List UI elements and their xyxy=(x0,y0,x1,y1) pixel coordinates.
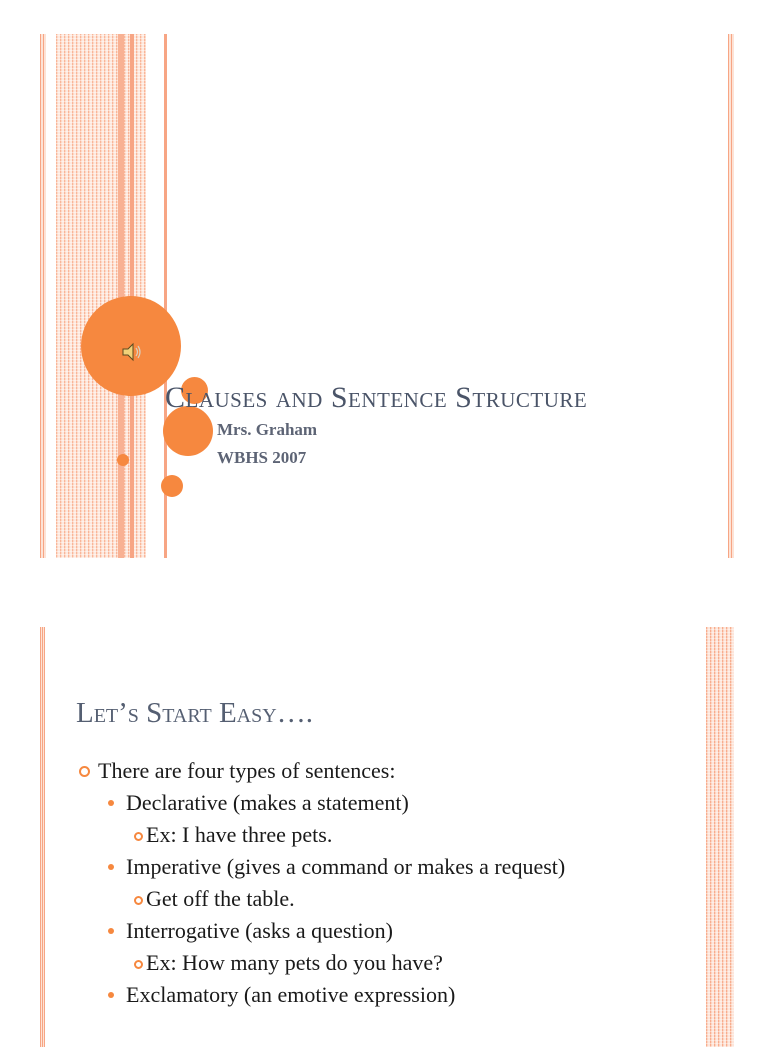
decorative-stripe xyxy=(40,34,46,558)
decorative-stripe xyxy=(728,34,734,558)
bullet-text: Imperative (gives a command or makes a request) xyxy=(126,854,566,879)
bullet-item xyxy=(76,819,636,851)
bullet-text: Exclamatory (an emotive expression) xyxy=(126,982,456,1007)
slide-title-text: Clauses and Sentence Structure xyxy=(165,381,588,414)
bullet-text: Ex: I have three pets. xyxy=(146,822,333,847)
bullet-item xyxy=(76,883,636,915)
slide-heading: Let’s Start Easy…. xyxy=(76,697,313,729)
decorative-circle xyxy=(161,475,183,497)
author-line: Mrs. Graham xyxy=(217,420,318,439)
decorative-stripe-band xyxy=(706,627,734,1047)
speaker-icon[interactable] xyxy=(122,342,144,362)
slide-content xyxy=(40,627,734,1047)
bullet-item xyxy=(76,787,636,819)
bullet-text: Interrogative (asks a question) xyxy=(126,918,393,943)
bullet-item xyxy=(76,947,636,979)
bullet-text: Ex: How many pets do you have? xyxy=(146,950,443,975)
decorative-stripe xyxy=(40,627,45,1047)
bullet-item xyxy=(76,851,636,883)
bullet-text: Declarative (makes a statement) xyxy=(126,790,409,815)
slide-title xyxy=(40,34,734,558)
bullet-item xyxy=(76,915,636,947)
bullet-item xyxy=(76,755,636,787)
decorative-circle xyxy=(117,454,129,466)
bullet-text: Get off the table. xyxy=(146,886,295,911)
bullet-item xyxy=(76,979,636,1011)
bullet-list xyxy=(76,755,636,1011)
school-line: WBHS 2007 xyxy=(217,448,307,467)
bullet-text: There are four types of sentences: xyxy=(98,758,396,783)
